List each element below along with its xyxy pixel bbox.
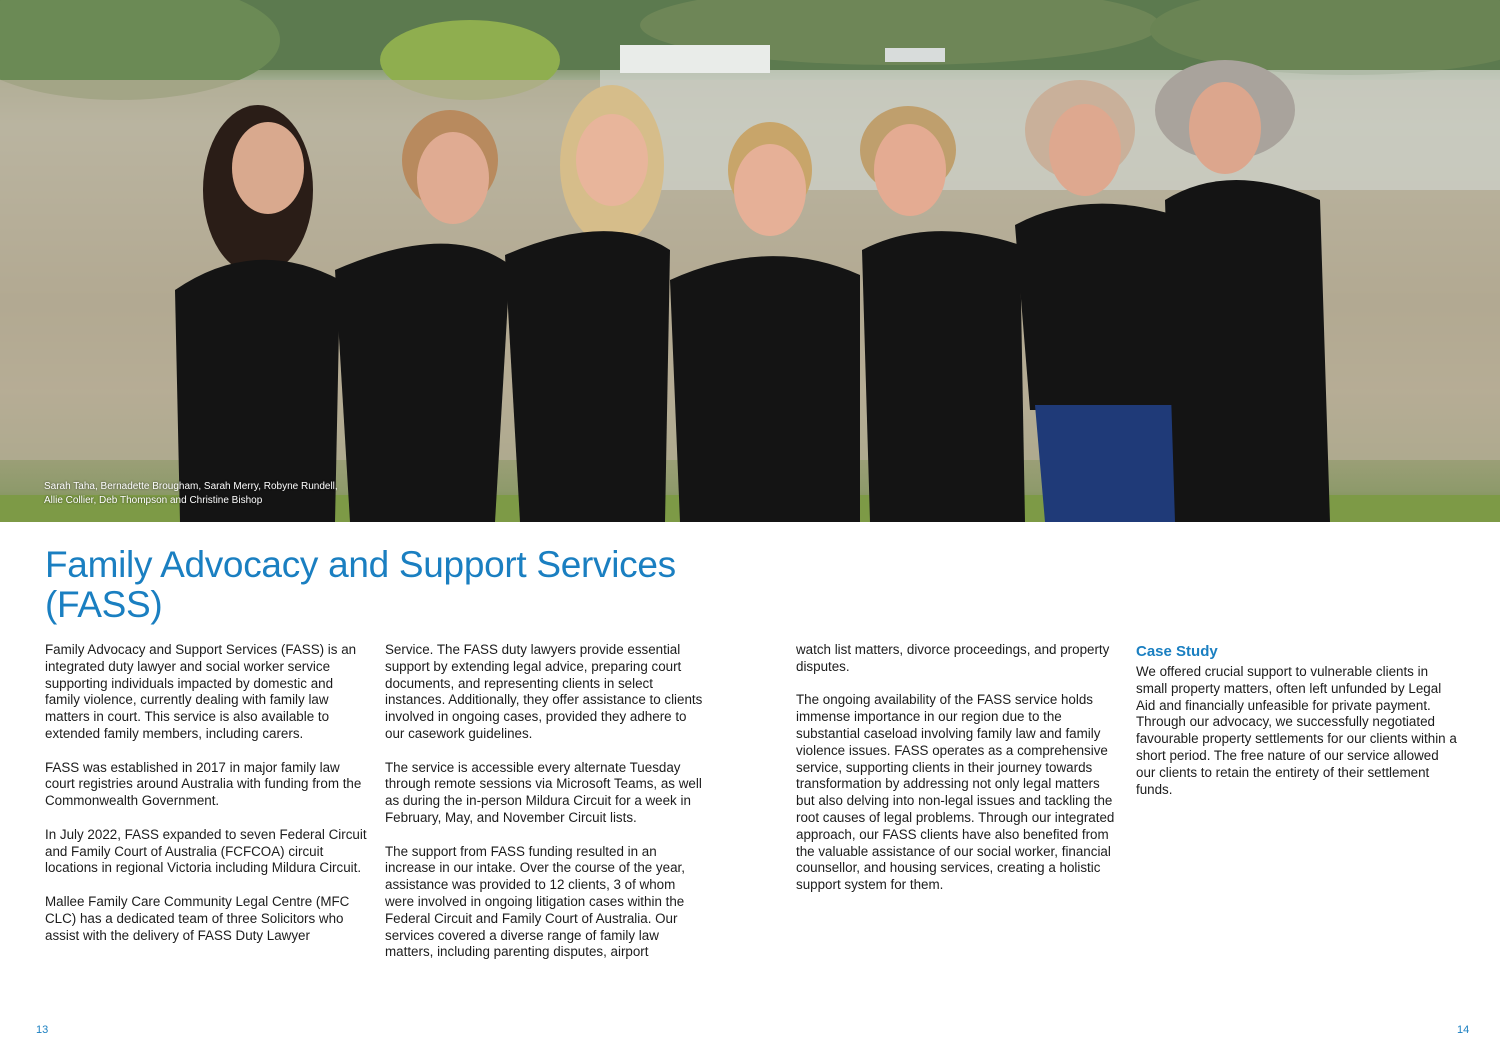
page-title: Family Advocacy and Support Services (FASS) bbox=[45, 544, 676, 625]
paragraph: Mallee Family Care Community Legal Centre (MFC CLC) has a dedicated team of three Solicitors who assist with the delivery of FASS Duty Lawyer bbox=[45, 893, 350, 943]
column-3 bbox=[796, 642, 1118, 894]
case-study-heading: Case Study bbox=[1136, 643, 1218, 660]
photo-caption bbox=[44, 480, 344, 508]
paragraph: Family Advocacy and Support Services (FASS) is an integrated duty lawyer and social worker service supporting individuals impacted by domestic and family violence, currently dealing with family law matters in court. This service is also available to extended family members, including carers. bbox=[45, 642, 357, 741]
team-photo bbox=[0, 0, 1500, 522]
paragraph: FASS was established in 2017 in major family law court registries around Australia with funding from the Commonwealth Government. bbox=[45, 759, 362, 809]
column-1 bbox=[45, 642, 367, 944]
team-photo-illustration bbox=[0, 0, 1500, 522]
paragraph: The support from FASS funding resulted in an increase in our intake. Over the course of the year, assistance was provided to 12 clients, 3 of whom were involved in ongoing litigation cases within the Federal Circuit and Family Court of Australia. Our services covered a diverse range of family law matters, including parenting disputes, airport bbox=[385, 843, 685, 960]
case-study bbox=[1136, 642, 1458, 798]
page-number-right: 14 bbox=[1457, 1024, 1470, 1036]
paragraph: The service is accessible every alternate Tuesday through remote sessions via Microsoft Teams, as well as during the in-person Mildura Circuit for a week in February, May, and November Circuit lists. bbox=[385, 759, 702, 825]
paragraph: In July 2022, FASS expanded to seven Federal Circuit and Family Court of Australia (FCFCOA) circuit locations in regional Victoria including Mildura Circuit. bbox=[45, 826, 367, 876]
page-number-left: 13 bbox=[36, 1024, 49, 1036]
column-2 bbox=[385, 642, 707, 961]
caption-line-2: Allie Collier, Deb Thompson and Christine Bishop bbox=[44, 495, 263, 506]
distant-boat bbox=[885, 48, 945, 62]
case-study-body: We offered crucial support to vulnerable clients in small property matters, often left unfunded by Legal Aid and financially unfeasible for private payment. Through our advocacy, we successfully negotiated favourable property settlements for our clients within a short period. The free nature of our service allowed our clients to retain the entirety of their settlement funds. bbox=[1136, 664, 1457, 797]
caption-line-1: Sarah Taha, Bernadette Brougham, Sarah Merry, Robyne Rundell, bbox=[44, 481, 338, 492]
houseboat bbox=[620, 45, 770, 73]
paragraph: Service. The FASS duty lawyers provide essential support by extending legal advice, preparing court documents, and representing clients in select instances. Additionally, they offer assistance to clients involved in ongoing cases, provided they adhere to our casework guidelines. bbox=[385, 642, 703, 741]
paragraph: watch list matters, divorce proceedings, and property disputes. bbox=[796, 642, 1110, 674]
paragraph: The ongoing availability of the FASS service holds immense importance in our region due to the substantial caseload involving family law and family violence issues. FASS operates as a comprehensive service, supporting clients in their journey towards transformation by addressing not only legal matters but also delving into non-legal issues and tackling the root causes of legal problems. Through our integrated approach, our FASS clients have also benefited from the valuable assistance of our social worker, financial counsellor, and housing services, creating a holistic support system for them. bbox=[796, 692, 1115, 893]
